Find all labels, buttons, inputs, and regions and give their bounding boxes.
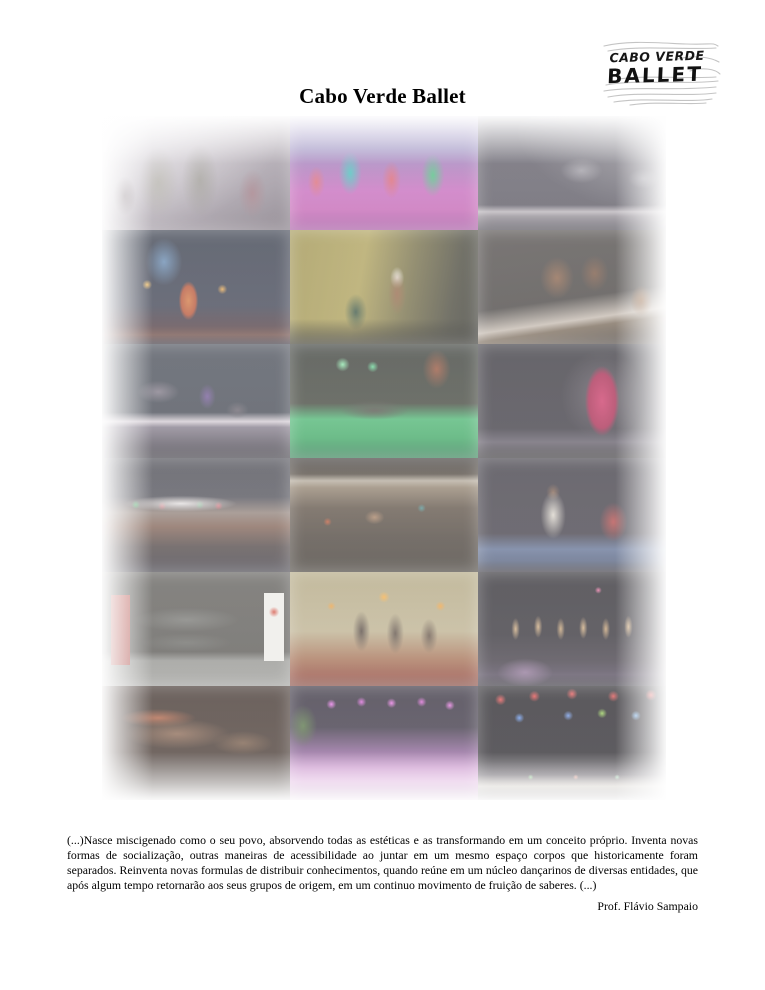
photo-fire-dancer-blue-smoke [102, 230, 290, 344]
photo-legs-upside-down [478, 572, 666, 686]
signature: Prof. Flávio Sampaio [597, 899, 698, 913]
photo-green-stage-leap [290, 344, 478, 458]
photo-open-air-audience [290, 458, 478, 572]
photo-fire-torch-performers [290, 572, 478, 686]
photo-leaping-dancers [478, 116, 666, 230]
logo-text-ballet: BALLET [606, 61, 704, 89]
logo-text-cabo-verde: CABO VERDE [609, 47, 705, 66]
photo-child-ballerinas [290, 116, 478, 230]
photo-purple-stage [290, 686, 478, 800]
photo-dancer-yellow-stage [290, 230, 478, 344]
photo-dancers-backs-line [102, 686, 290, 800]
photo-collage [102, 116, 666, 800]
photo-company-group [102, 572, 290, 686]
page-title: Cabo Verde Ballet [299, 84, 466, 109]
quote-paragraph: (...)Nasce miscigenado como o seu povo, absorvendo todas as estéticas e as transformando em um conceito próprio. Inventa novas formas de socialização, outras maneiras de acessibilidade ao juntar em um mesmo espaço corpos que historicamente foram separados. Reinventa novas formulas de distribuir conhecimentos, quando reúne em um núcleo dançarinos de diversas entidades, que após algum tempo retornarão aos seus grupos de origem, em um continuo movimento de fruição de saberes. (...) [67, 832, 698, 893]
photo-duo-dancers-drummers [478, 230, 666, 344]
photo-dancers-stage-edge [102, 344, 290, 458]
photo-finale-cast-line [102, 458, 290, 572]
photo-officials-handshake [102, 116, 290, 230]
photo-spotlight-stage [478, 686, 666, 800]
photo-kneeling-singers [478, 458, 666, 572]
cabo-verde-ballet-logo [598, 39, 722, 107]
photo-red-robe-performer [478, 344, 666, 458]
